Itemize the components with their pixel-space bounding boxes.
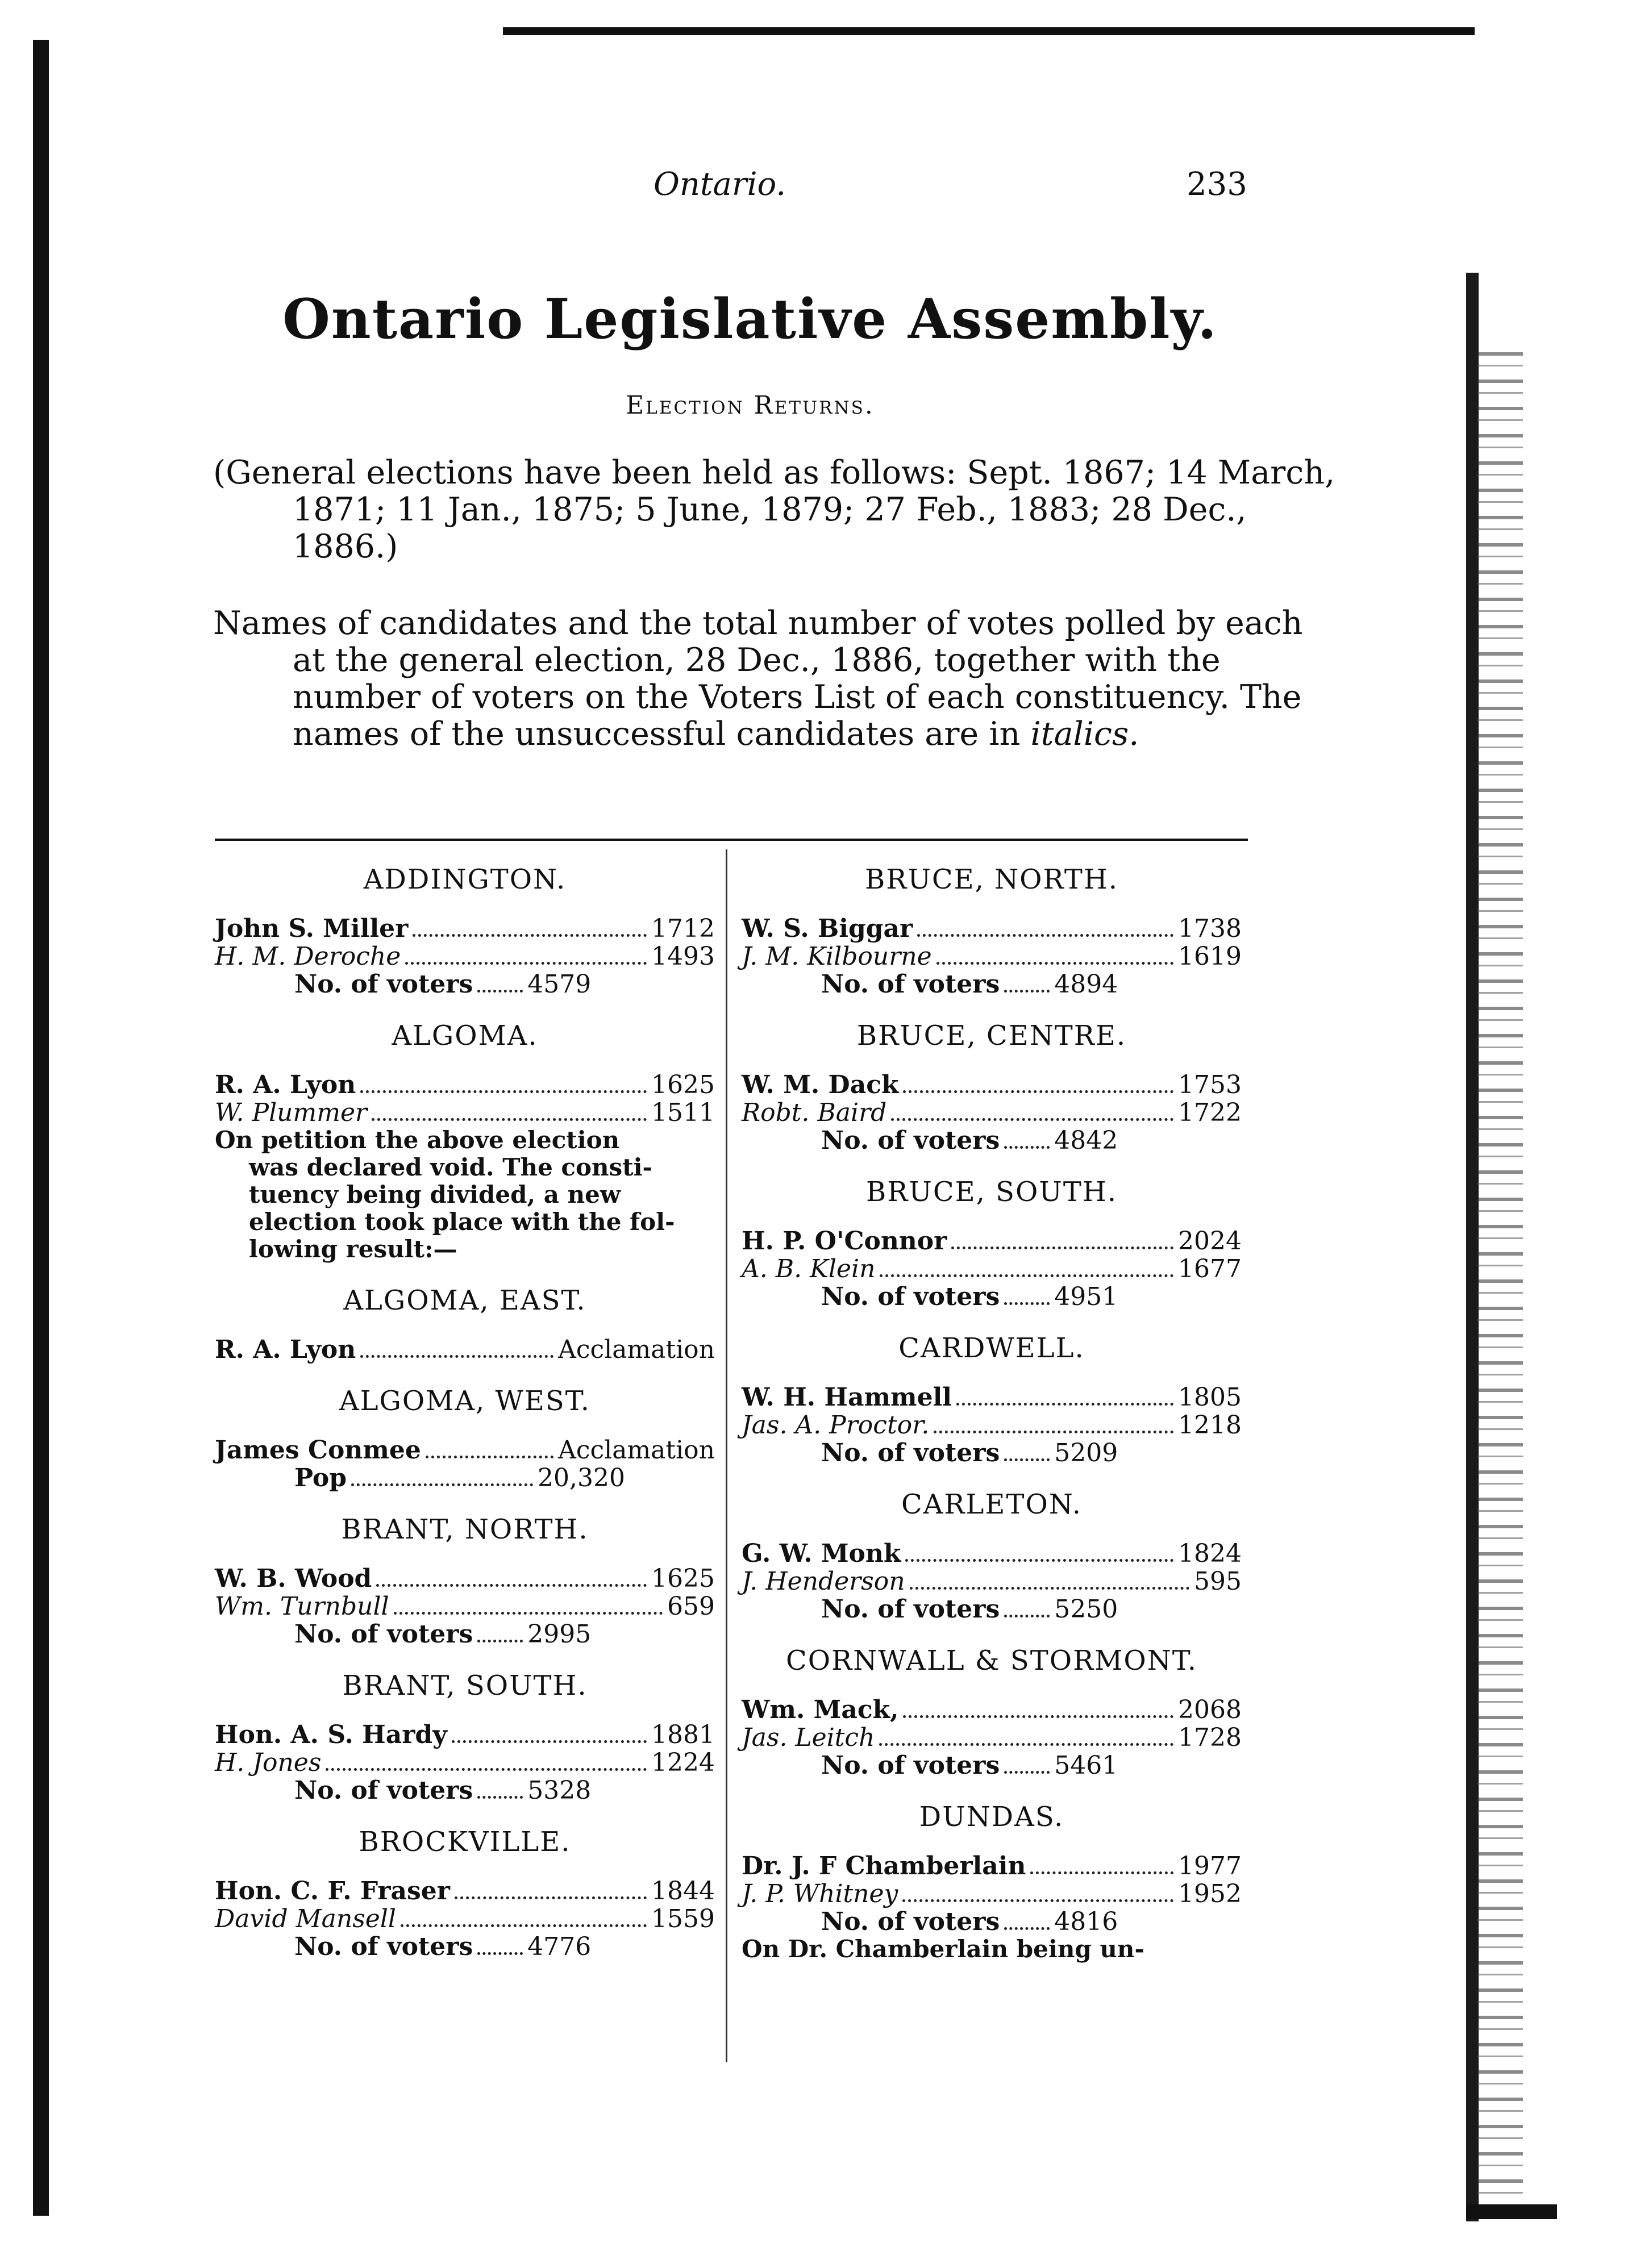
left-column — [215, 864, 715, 1961]
dot-leader — [934, 1431, 1173, 1433]
candidate-name: W. Plummer — [215, 1098, 368, 1127]
candidate-votes: 1738 — [1178, 914, 1242, 943]
dot-leader — [401, 1924, 647, 1927]
dot-leader — [1004, 1302, 1050, 1305]
note-line: lowing result:— — [249, 1235, 457, 1263]
constituency-heading: BRUCE, NORTH. — [865, 864, 1118, 895]
candidate-votes: 1844 — [651, 1877, 715, 1906]
dot-leader — [372, 1118, 647, 1121]
dot-leader — [1004, 1771, 1050, 1774]
dot-leader — [910, 1587, 1189, 1590]
candidate-votes: 1805 — [1178, 1383, 1242, 1412]
dot-leader — [891, 1118, 1173, 1121]
candidate-row — [742, 1567, 1242, 1595]
voters-label: No. of voters — [294, 1932, 473, 1961]
candidate-row — [742, 1696, 1242, 1724]
dot-leader — [413, 934, 647, 937]
candidate-row — [742, 1383, 1242, 1411]
voters-row — [294, 970, 715, 998]
candidate-name: James Conmee — [215, 1436, 421, 1465]
election-note — [215, 1127, 715, 1263]
candidate-row — [215, 1099, 715, 1127]
dot-leader — [477, 1640, 523, 1642]
candidate-votes: 2024 — [1178, 1227, 1242, 1256]
candidate-row — [215, 1565, 715, 1592]
candidate-votes: 1952 — [1178, 1879, 1242, 1908]
constituency-heading: ADDINGTON. — [363, 864, 567, 895]
candidate-votes: 1625 — [651, 1070, 715, 1099]
running-head: Ontario. — [653, 166, 786, 203]
note-line: On petition the above election — [215, 1126, 620, 1154]
population-count: 20,320 — [538, 1464, 625, 1492]
dot-leader — [376, 1584, 647, 1587]
dot-leader — [351, 1483, 533, 1486]
candidate-name: H. P. O'Connor — [742, 1227, 947, 1256]
voters-count: 4842 — [1054, 1126, 1118, 1155]
candidate-row — [742, 1255, 1242, 1283]
candidate-row — [215, 1877, 715, 1905]
candidate-name: W. M. Dack — [742, 1070, 899, 1099]
candidate-votes: 1712 — [651, 914, 715, 943]
dot-leader — [426, 1456, 553, 1458]
candidate-votes: 1677 — [1178, 1254, 1242, 1283]
dot-leader — [879, 1743, 1173, 1746]
voters-count: 4894 — [1054, 970, 1118, 999]
dot-leader — [917, 934, 1173, 937]
voters-row — [821, 970, 1242, 998]
voters-label: No. of voters — [294, 1620, 473, 1649]
scan-right-foot — [1466, 2204, 1557, 2219]
voters-row — [821, 1595, 1242, 1623]
voters-label: No. of voters — [821, 1439, 1000, 1467]
candidate-name: H. Jones — [215, 1748, 322, 1777]
candidate-name: Hon. C. F. Fraser — [215, 1877, 450, 1906]
candidate-name: Jas. Leitch — [742, 1723, 875, 1752]
page-number: 233 — [1187, 166, 1247, 203]
voters-count: 5250 — [1054, 1595, 1118, 1624]
candidate-votes: 659 — [667, 1592, 715, 1621]
dot-leader — [903, 1715, 1173, 1718]
candidate-name: G. W. Monk — [742, 1539, 901, 1568]
voters-row — [821, 1439, 1242, 1467]
voters-count: 5461 — [1054, 1751, 1118, 1780]
intro-paragraph-italic: italics. — [1030, 715, 1139, 753]
right-column — [742, 864, 1242, 1963]
voters-row — [294, 1933, 715, 1961]
voters-row — [821, 1752, 1242, 1779]
dot-leader — [1030, 1871, 1173, 1874]
candidate-row — [215, 1721, 715, 1749]
dot-leader — [405, 962, 647, 965]
page-subtitle: Election Returns. — [626, 391, 875, 420]
candidate-votes: Acclamation — [558, 1436, 715, 1465]
dot-leader — [360, 1355, 553, 1358]
dot-leader — [903, 1090, 1173, 1093]
candidate-votes: 1722 — [1178, 1098, 1242, 1127]
candidate-name: R. A. Lyon — [215, 1070, 356, 1099]
candidate-row — [742, 915, 1242, 943]
dot-leader — [360, 1090, 647, 1093]
voters-label: No. of voters — [821, 970, 1000, 999]
candidate-row — [215, 1749, 715, 1777]
candidate-votes: 1881 — [651, 1720, 715, 1749]
constituency-heading: BRANT, SOUTH. — [342, 1670, 588, 1702]
voters-row — [821, 1283, 1242, 1311]
candidate-row — [742, 1852, 1242, 1880]
candidate-name: J. M. Kilbourne — [742, 942, 932, 971]
candidate-votes: 1218 — [1178, 1411, 1242, 1440]
candidate-votes: 1224 — [651, 1748, 715, 1777]
intro-paragraph-text: Names of candidates and the total number of votes polled by each at the general election, 28 Dec., 1886, together with the number of voters on the Voters List of each constituency. The names of the unsuccessful candidates are in — [213, 604, 1303, 753]
candidate-row — [742, 943, 1242, 970]
voters-row — [294, 1620, 715, 1648]
constituency-heading: BROCKVILLE. — [359, 1826, 571, 1858]
scan-right-edge — [1466, 273, 1479, 2221]
page-title: Ontario Legislative Assembly. — [282, 287, 1218, 351]
scan-top-rule — [503, 27, 1475, 35]
constituency-heading: BRUCE, CENTRE. — [856, 1020, 1127, 1052]
constituency-heading: ALGOMA. — [392, 1020, 538, 1052]
voters-label: No. of voters — [821, 1907, 1000, 1936]
candidate-name: W. B. Wood — [215, 1564, 372, 1593]
candidate-votes: 595 — [1194, 1567, 1242, 1596]
dot-leader — [477, 1796, 523, 1799]
voters-row — [294, 1777, 715, 1804]
election-note: On Dr. Chamberlain being un- — [742, 1935, 1144, 1963]
candidate-votes: 1753 — [1178, 1070, 1242, 1099]
candidate-name: J. P. Whitney — [742, 1879, 898, 1908]
candidate-row — [742, 1411, 1242, 1439]
voters-row — [821, 1908, 1242, 1936]
constituency-heading: CARDWELL. — [898, 1332, 1085, 1364]
constituency-heading: DUNDAS. — [919, 1801, 1064, 1833]
constituency-heading: CORNWALL & STORMONT. — [786, 1645, 1197, 1677]
dot-leader — [956, 1403, 1173, 1406]
dot-leader — [905, 1559, 1173, 1562]
dot-leader — [477, 990, 523, 993]
dot-leader — [1004, 990, 1050, 993]
voters-count: 4776 — [527, 1932, 592, 1961]
scan-right-noise — [1477, 352, 1523, 2199]
dot-leader — [1004, 1146, 1050, 1149]
note-line: election took place with the fol- — [249, 1208, 675, 1236]
intro-paragraph-elections: (General elections have been held as follows: Sept. 1867; 14 March, 1871; 11 Jan., 1875; 5 June, 1879; 27 Feb., 1883; 28 Dec., 1886.) — [213, 454, 1335, 565]
candidate-row — [215, 1336, 715, 1364]
dot-leader — [1004, 1458, 1050, 1461]
note-line: was declared void. The consti- — [249, 1153, 652, 1181]
constituency-heading: BRANT, NORTH. — [341, 1514, 589, 1545]
voters-label: No. of voters — [294, 1776, 473, 1805]
note-line: tuency being divided, a new — [249, 1181, 621, 1208]
dot-leader — [477, 1952, 523, 1955]
candidate-row — [215, 943, 715, 970]
dot-leader — [880, 1274, 1173, 1277]
voters-count: 4579 — [527, 970, 592, 999]
candidate-name: John S. Miller — [215, 914, 409, 943]
candidate-votes: 1728 — [1178, 1723, 1242, 1752]
candidate-name: Jas. A. Proctor. — [742, 1411, 930, 1440]
candidate-row — [215, 1071, 715, 1099]
scan-left-edge — [33, 40, 49, 2216]
dot-leader — [1004, 1927, 1050, 1930]
candidate-row — [742, 1099, 1242, 1127]
voters-label: No. of voters — [821, 1595, 1000, 1624]
column-divider — [726, 849, 727, 2062]
voters-label: No. of voters — [821, 1126, 1000, 1155]
voters-count: 4816 — [1054, 1907, 1118, 1936]
candidate-votes: Acclamation — [558, 1335, 715, 1364]
voters-count: 5209 — [1054, 1439, 1118, 1467]
candidate-votes: 2068 — [1178, 1695, 1242, 1724]
constituency-heading: ALGOMA, EAST. — [343, 1285, 586, 1316]
candidate-row — [215, 1592, 715, 1620]
candidate-name: R. A. Lyon — [215, 1335, 356, 1364]
candidate-row — [215, 915, 715, 943]
dot-leader — [394, 1612, 663, 1615]
candidate-row — [742, 1071, 1242, 1099]
voters-label: No. of voters — [821, 1751, 1000, 1780]
voters-row — [821, 1127, 1242, 1154]
candidate-name: Wm. Mack, — [742, 1695, 899, 1724]
candidate-name: A. B. Klein — [742, 1254, 876, 1283]
dot-leader — [326, 1768, 647, 1771]
voters-count: 4951 — [1054, 1282, 1118, 1311]
constituency-heading: ALGOMA, WEST. — [339, 1385, 591, 1417]
dot-leader — [452, 1740, 647, 1743]
candidate-votes: 1824 — [1178, 1539, 1242, 1568]
dot-leader — [936, 962, 1173, 965]
candidate-name: Wm. Turnbull — [215, 1592, 389, 1621]
candidate-row — [742, 1227, 1242, 1255]
candidate-votes: 1493 — [651, 942, 715, 971]
voters-label: No. of voters — [294, 970, 473, 999]
voters-count: 5328 — [527, 1776, 592, 1805]
candidate-name: Robt. Baird — [742, 1098, 887, 1127]
candidate-votes: 1619 — [1178, 942, 1242, 971]
candidate-name: H. M. Deroche — [215, 942, 401, 971]
candidate-name: W. H. Hammell — [742, 1383, 952, 1412]
section-rule — [215, 839, 1248, 841]
dot-leader — [455, 1896, 647, 1899]
candidate-name: W. S. Biggar — [742, 914, 913, 943]
candidate-votes: 1625 — [651, 1564, 715, 1593]
candidate-name: Dr. J. F Chamberlain — [742, 1852, 1026, 1881]
constituency-heading: CARLETON. — [901, 1489, 1082, 1520]
candidate-votes: 1511 — [651, 1098, 715, 1127]
constituency-heading: BRUCE, SOUTH. — [866, 1176, 1117, 1208]
candidate-row — [742, 1540, 1242, 1567]
population-row — [294, 1464, 715, 1492]
candidate-name: J. Henderson — [742, 1567, 905, 1596]
dot-leader — [902, 1899, 1173, 1902]
dot-leader — [1004, 1615, 1050, 1617]
candidate-row — [742, 1724, 1242, 1752]
candidate-votes: 1977 — [1178, 1852, 1242, 1881]
candidate-name: David Mansell — [215, 1904, 396, 1933]
candidate-name: Hon. A. S. Hardy — [215, 1720, 447, 1749]
voters-label: No. of voters — [821, 1282, 1000, 1311]
candidate-votes: 1559 — [651, 1904, 715, 1933]
dot-leader — [951, 1246, 1173, 1249]
candidate-row — [215, 1905, 715, 1933]
candidate-row — [215, 1436, 715, 1464]
population-label: Pop — [294, 1464, 347, 1492]
intro-paragraph-candidates — [213, 605, 1335, 753]
candidate-row — [742, 1880, 1242, 1908]
voters-count: 2995 — [527, 1620, 592, 1649]
